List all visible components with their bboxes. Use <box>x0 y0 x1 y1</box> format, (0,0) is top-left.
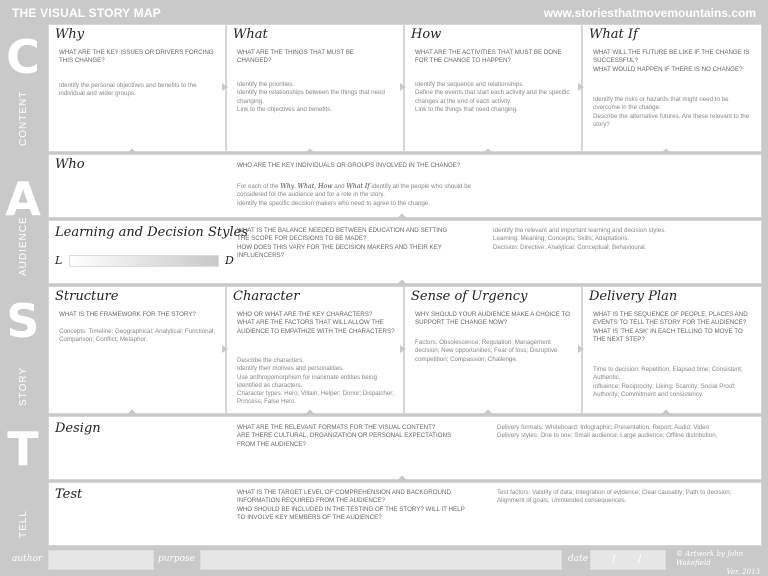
question-design: WHAT ARE THE RELEVANT FORMATS FOR THE VISUAL CONTENT? ARE THERE CULTURAL, ORGANIZATION OR PERSONAL EXPECTATIONS FROM THE AUDIENCE? <box>237 424 452 448</box>
date-separator: / <box>612 552 616 566</box>
letter-c: C <box>6 30 40 84</box>
text-who-rest: identify all the people who should be considered for the audience and for a role in the story. Identify the specific decision makers who need to agree to the change. <box>237 183 472 207</box>
question-delivery-plan: WHAT IS THE SEQUENCE OF PEOPLE, PLACES AND EVENTS TO TELL THE STORY FOR THE AUDIENCE? WHAT IS 'THE ASK' IN EACH TELLING TO MOVE TO THE NEXT STEP? <box>593 311 748 343</box>
text-test: Test factors: Validity of data; Integration of evidence; Clear causality; Path to decision; Alignment of goals; Unintended consequences. <box>497 489 732 505</box>
heading-delivery-plan: Delivery Plan <box>589 289 678 304</box>
cell-what-if[interactable] <box>582 24 762 152</box>
label-story: STORY <box>18 366 29 406</box>
arrow-right-icon <box>222 345 228 353</box>
author-field[interactable] <box>48 550 154 570</box>
text-what: Identify the priorities. Identify the relationships between the things that need changing. Link to the objectives and benefits. <box>237 81 385 113</box>
text-what-if: Identify the risks or hazards that might need to be overcome in the change. Describe the alternative futures. Are these relevant to the story? <box>593 96 750 128</box>
ref-what-how: What, How <box>297 183 333 190</box>
map-title: THE VISUAL STORY MAP <box>12 6 161 20</box>
text-learning-decision: Identify the relevant and important learning and decision styles. Learning: Meaning; Concepts; Skills; Adaptations. Decision: Directive; Analytical; Conceptual; Behavioural. <box>493 227 667 251</box>
question-structure: WHAT IS THE FRAMEWORK FOR THE STORY? <box>59 311 196 318</box>
label-audience: AUDIENCE <box>18 216 29 276</box>
question-learning-decision: WHAT IS THE BALANCE NEEDED BETWEEN EDUCATION AND SETTING THE SCOPE FOR DECISIONS TO BE MADE? HOW DOES THIS VARY FOR THE DECISION MAKERS AND THEIR KEY INFLUENCERS? <box>237 227 448 259</box>
arrow-right-icon <box>578 345 584 353</box>
decision-label: D <box>225 254 234 267</box>
cell-test[interactable] <box>48 482 762 546</box>
text-design: Delivery formats: Whiteboard; Infographic; Presentation; Report; Audio; Video Delivery styles: One to one; Small audience; Large audience; Offline distribution. <box>497 424 718 440</box>
arrow-right-icon <box>578 83 584 91</box>
text-character: Describe the characters. Identify their motives and personalities. Use anthropomorphism for inanimate entities being identified as characters. Character types: Hero; Villain; Helper; Donor; Dispatcher; Princess; False Hero. <box>237 357 395 406</box>
ref-what-if: What If <box>346 183 370 190</box>
text-who <box>237 183 477 208</box>
cell-design[interactable] <box>48 416 762 480</box>
arrow-right-icon <box>222 83 228 91</box>
text-who-prefix: For each of the <box>237 183 279 190</box>
heading-learning-decision: Learning and Decision Styles <box>55 225 248 240</box>
question-how: WHAT ARE THE ACTIVITIES THAT MUST BE DONE FOR THE CHANGE TO HAPPEN? <box>415 49 562 65</box>
heading-what: What <box>233 27 268 42</box>
arrow-right-icon <box>400 83 406 91</box>
heading-how: How <box>411 27 442 42</box>
label-tell: TELL <box>18 510 29 538</box>
letter-s: S <box>6 294 40 348</box>
date-label: date <box>568 554 589 564</box>
question-what-if: WHAT WILL THE FUTURE BE LIKE IF THE CHANGE IS SUCCESSFUL? WHAT WOULD HAPPEN IF THERE IS NO CHANGE? <box>593 49 750 73</box>
credit-line-1: © Artwork by John Wakefield <box>676 550 744 567</box>
cell-why[interactable] <box>48 24 226 152</box>
label-content: CONTENT <box>18 90 29 146</box>
purpose-label: purpose <box>158 554 195 564</box>
text-structure: Concepts: Timeline; Geographical; Analytical; Functional; Comparison; Conflict; Metaphor. <box>59 328 216 344</box>
heading-what-if: What If <box>589 27 638 42</box>
heading-sense-of-urgency: Sense of Urgency <box>411 289 528 304</box>
date-separator: / <box>638 552 642 566</box>
text-delivery-plan: Time to decision: Repetition; Elapsed time; Consistent; Authentic. Influence: Reciprocity; Liking; Scarcity; Social Proof; Authority; Commitment and consistency. <box>593 366 743 398</box>
text-who-comma: , <box>294 183 296 190</box>
credit-line-2: Ver. 2013 <box>726 568 760 576</box>
credit-text <box>676 550 768 576</box>
question-who: WHO ARE THE KEY INDIVIDUALS OR GROUPS INVOLVED IN THE CHANGE? <box>237 162 461 169</box>
question-test: WHAT IS THE TARGET LEVEL OF COMPREHENSION AND BACKGROUND INFORMATION REQUIRED FROM THE AUDIENCE? WHO SHOULD BE INCLUDED IN THE TESTING OF THE STORY? WILL IT HELP TO INVOLVE KEY MEMBERS OF THE AUDIENCE? <box>237 489 465 521</box>
purpose-field[interactable] <box>200 550 562 570</box>
text-sense-of-urgency: Factors: Obsolescence; Regulation; Management decision; New opportunities; Fear of loss; Disruptive competition; Compassion; Challenge. <box>415 339 558 363</box>
header-bar <box>0 0 768 26</box>
question-why: WHAT ARE THE KEY ISSUES OR DRIVERS FORCING THIS CHANGE? <box>59 49 214 65</box>
heading-who: Who <box>55 157 85 172</box>
heading-structure: Structure <box>55 289 119 304</box>
text-who-and: and <box>334 183 345 190</box>
question-what: WHAT ARE THE THINGS THAT MUST BE CHANGED? <box>237 49 355 65</box>
text-why: Identify the personal objectives and benefits to the individual and wider groups. <box>59 82 197 98</box>
letter-t: T <box>7 422 39 476</box>
learning-decision-slider[interactable] <box>69 255 219 267</box>
cell-character[interactable] <box>226 286 404 414</box>
question-character: WHO OR WHAT ARE THE KEY CHARACTERS? WHAT ARE THE FACTORS THAT WILL ALLOW THE AUDIENCE TO EMPATHIZE WITH THE CHARACTERS? <box>237 311 395 335</box>
author-label: author <box>12 554 43 564</box>
heading-test: Test <box>55 487 83 502</box>
heading-character: Character <box>233 289 300 304</box>
cast-column <box>0 26 48 548</box>
cell-how[interactable] <box>404 24 582 152</box>
learning-label: L <box>55 254 63 267</box>
cell-learning-decision[interactable] <box>48 220 762 284</box>
cell-structure[interactable] <box>48 286 226 414</box>
cell-sense-of-urgency[interactable] <box>404 286 582 414</box>
heading-why: Why <box>55 27 85 42</box>
heading-design: Design <box>55 421 101 436</box>
footer-bar <box>0 548 768 576</box>
text-how: Identify the sequence and relationships. Define the events that start each activity and the specific changes at the end of each activity. Link to the things that need changing. <box>415 81 570 113</box>
arrow-right-icon <box>400 345 406 353</box>
cell-what[interactable] <box>226 24 404 152</box>
cell-delivery-plan[interactable] <box>582 286 762 414</box>
site-url[interactable]: www.storiesthatmovemountains.com <box>543 6 756 20</box>
cell-who[interactable] <box>48 154 762 218</box>
date-field[interactable] <box>590 550 666 570</box>
ref-why: Why <box>280 183 295 190</box>
letter-a: A <box>5 172 41 226</box>
question-sense-of-urgency: WHY SHOULD YOUR AUDIENCE MAKE A CHOICE TO SUPPORT THE CHANGE NOW? <box>415 311 570 327</box>
